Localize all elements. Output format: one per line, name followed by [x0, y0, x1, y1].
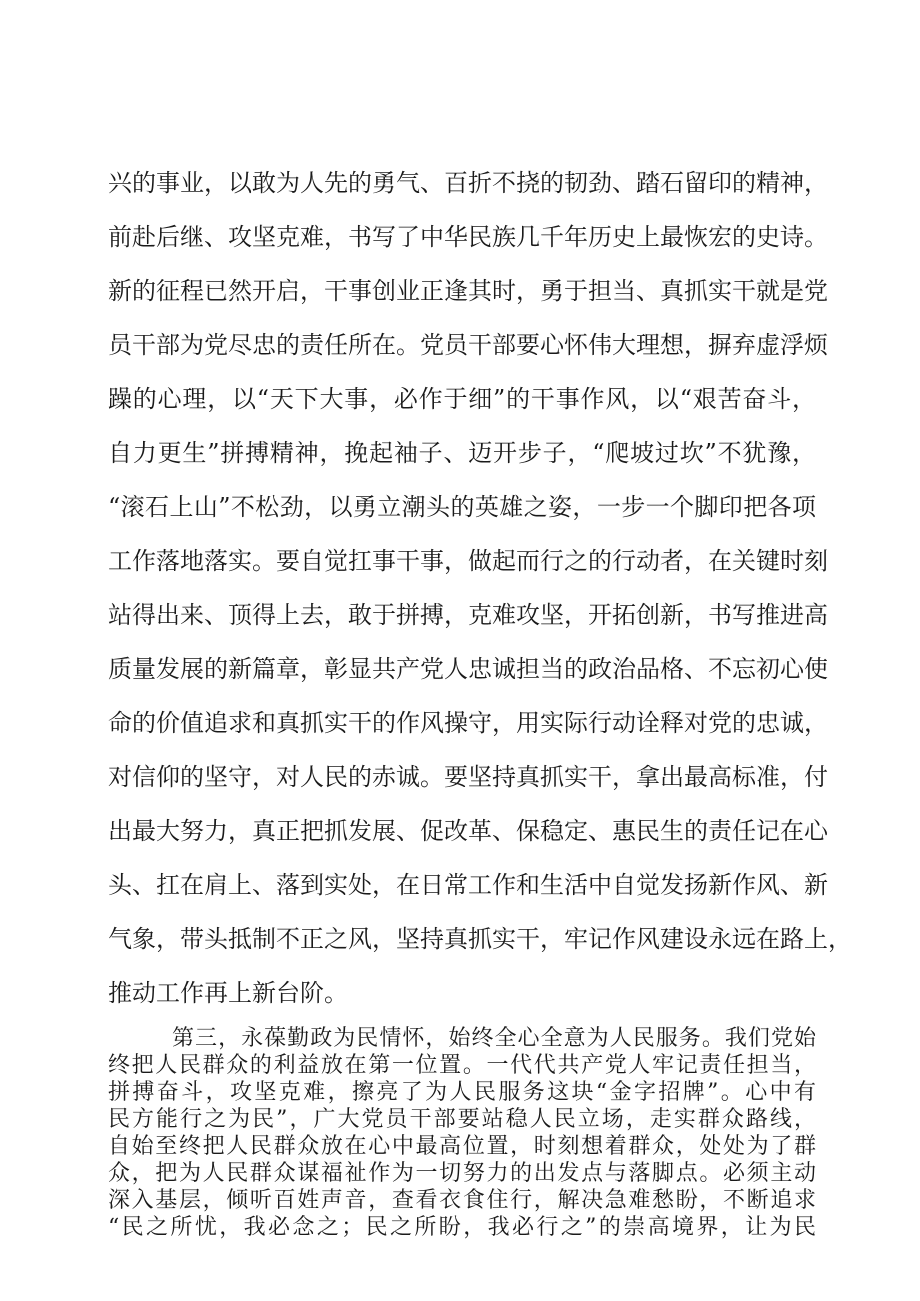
text-line: 气象，带头抵制不正之风，坚持真抓实干，牢记作风建设永远在路上，	[108, 925, 852, 953]
text-line: 工作落地落实。要自觉扛事干事，做起而行之的行动者，在关键时刻	[108, 547, 828, 575]
text-line: 躁的心理，以“天下大事，必作于细”的干事作风，以“艰苦奋斗，	[108, 385, 816, 413]
text-line: 自始至终把人民群众放在心中最高位置，时刻想着群众，处处为了群	[108, 1134, 816, 1159]
text-line: 自力更生”拼搏精神，挽起袖子、迈开步子，“爬坡过坎”不犹豫，	[108, 439, 816, 467]
text-line: “滚石上山”不松劲，以勇立潮头的英雄之姿，一步一个脚印把各项	[108, 493, 816, 521]
text-line: 出最大努力，真正把抓发展、促改革、保稳定、惠民生的责任记在心	[108, 817, 828, 845]
text-line: 对信仰的坚守，对人民的赤诚。要坚持真抓实干，拿出最高标准，付	[108, 763, 828, 791]
text-line: 民方能行之为民”，广大党员干部要站稳人民立场，走实群众路线，	[108, 1107, 816, 1132]
text-line: 前赴后继、攻坚克难，书写了中华民族几千年历史上最恢宏的史诗。	[108, 223, 828, 251]
text-line: “民之所忧，我必念之；民之所盼，我必行之”的崇高境界，让为民	[108, 1215, 816, 1240]
text-line: 新的征程已然开启，干事创业正逢其时，勇于担当、真抓实干就是党	[108, 277, 828, 305]
text-line: 众，把为人民群众谋福祉作为一切努力的出发点与落脚点。必须主动	[108, 1161, 816, 1186]
text-line: 第三，永葆勤政为民情怀，始终全心全意为人民服务。我们党始	[172, 1026, 816, 1051]
text-line: 兴的事业，以敢为人先的勇气、百折不挠的韧劲、踏石留印的精神，	[108, 169, 828, 197]
text-line: 质量发展的新篇章，彰显共产党人忠诚担当的政治品格、不忘初心使	[108, 655, 828, 683]
text-line: 终把人民群众的利益放在第一位置。一代代共产党人牢记责任担当，	[108, 1053, 816, 1078]
text-line: 站得出来、顶得上去，敢于拼搏，克难攻坚，开拓创新，书写推进高	[108, 601, 828, 629]
text-line: 拼搏奋斗，攻坚克难，擦亮了为人民服务这块“金字招牌”。心中有	[108, 1080, 816, 1105]
text-line: 深入基层，倾听百姓声音，查看衣食住行，解决急难愁盼，不断追求	[108, 1188, 816, 1213]
text-line: 头、扛在肩上、落到实处，在日常工作和生活中自觉发扬新作风、新	[108, 871, 828, 899]
text-line: 推动工作再上新台阶。	[108, 979, 348, 1007]
text-line: 命的价值追求和真抓实干的作风操守，用实际行动诠释对党的忠诚，	[108, 709, 828, 737]
text-line: 员干部为党尽忠的责任所在。党员干部要心怀伟大理想，摒弃虚浮烦	[108, 331, 828, 359]
